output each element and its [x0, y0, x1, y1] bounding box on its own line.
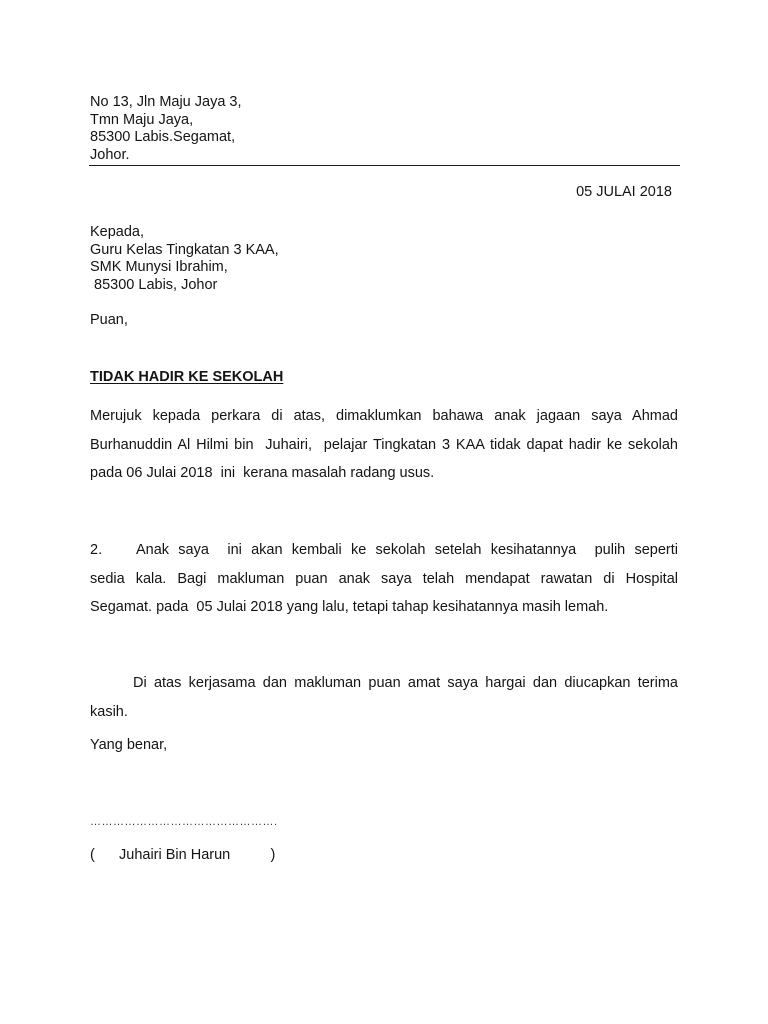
paragraph-line: kasih.	[90, 703, 128, 720]
body-paragraph-3	[90, 669, 678, 726]
recipient-line: SMK Munysi Ibrahim,	[90, 259, 228, 275]
paragraph-line: sedia kala. Bagi makluman puan anak saya telah mendapat rawatan di Hospital	[90, 570, 678, 587]
signatory-name: ( Juhairi Bin Harun )	[90, 847, 276, 863]
closing: Yang benar,	[90, 737, 168, 753]
signature-line: ………………………………………….	[90, 816, 278, 828]
recipient-line: Guru Kelas Tingkatan 3 KAA,	[90, 241, 279, 258]
paragraph-line-first	[90, 536, 678, 565]
paragraph-line: Segamat. pada 05 Julai 2018 yang lalu, tetapi tahap kesihatannya masih lemah.	[90, 599, 609, 615]
body-paragraph-1	[90, 402, 678, 488]
header-divider	[89, 165, 680, 166]
recipient-line: 85300 Labis, Johor	[90, 276, 218, 293]
paragraph-line: Merujuk kepada perkara di atas, dimaklumkan bahawa anak jagaan saya Ahmad	[90, 408, 678, 424]
letter-date: 05 JULAI 2018	[576, 184, 672, 200]
sender-address	[90, 94, 242, 164]
paragraph-number: 2.	[90, 542, 103, 558]
sender-address-line: Tmn Maju Jaya,	[90, 111, 194, 128]
sender-address-line: Johor.	[90, 146, 130, 163]
paragraph-line-text: Anak saya ini akan kembali ke sekolah setelah kesihatannya pulih seperti	[136, 542, 678, 558]
paragraph-line-first	[90, 669, 678, 698]
recipient-address	[90, 224, 279, 294]
body-paragraph-2	[90, 536, 678, 622]
paragraph-line: Burhanuddin Al Hilmi bin Juhairi, pelajar Tingkatan 3 KAA tidak dapat hadir ke sekolah	[90, 436, 678, 453]
paragraph-line: pada 06 Julai 2018 ini kerana masalah radang usus.	[90, 465, 435, 481]
recipient-line: Kepada,	[90, 224, 145, 240]
sender-address-line: No 13, Jln Maju Jaya 3,	[90, 94, 242, 110]
paragraph-line-text: Di atas kerjasama dan makluman puan amat saya hargai dan diucapkan terima	[133, 675, 678, 691]
salutation: Puan,	[90, 312, 128, 328]
sender-address-line: 85300 Labis.Segamat,	[90, 129, 236, 145]
letter-subject: TIDAK HADIR KE SEKOLAH	[90, 369, 284, 385]
